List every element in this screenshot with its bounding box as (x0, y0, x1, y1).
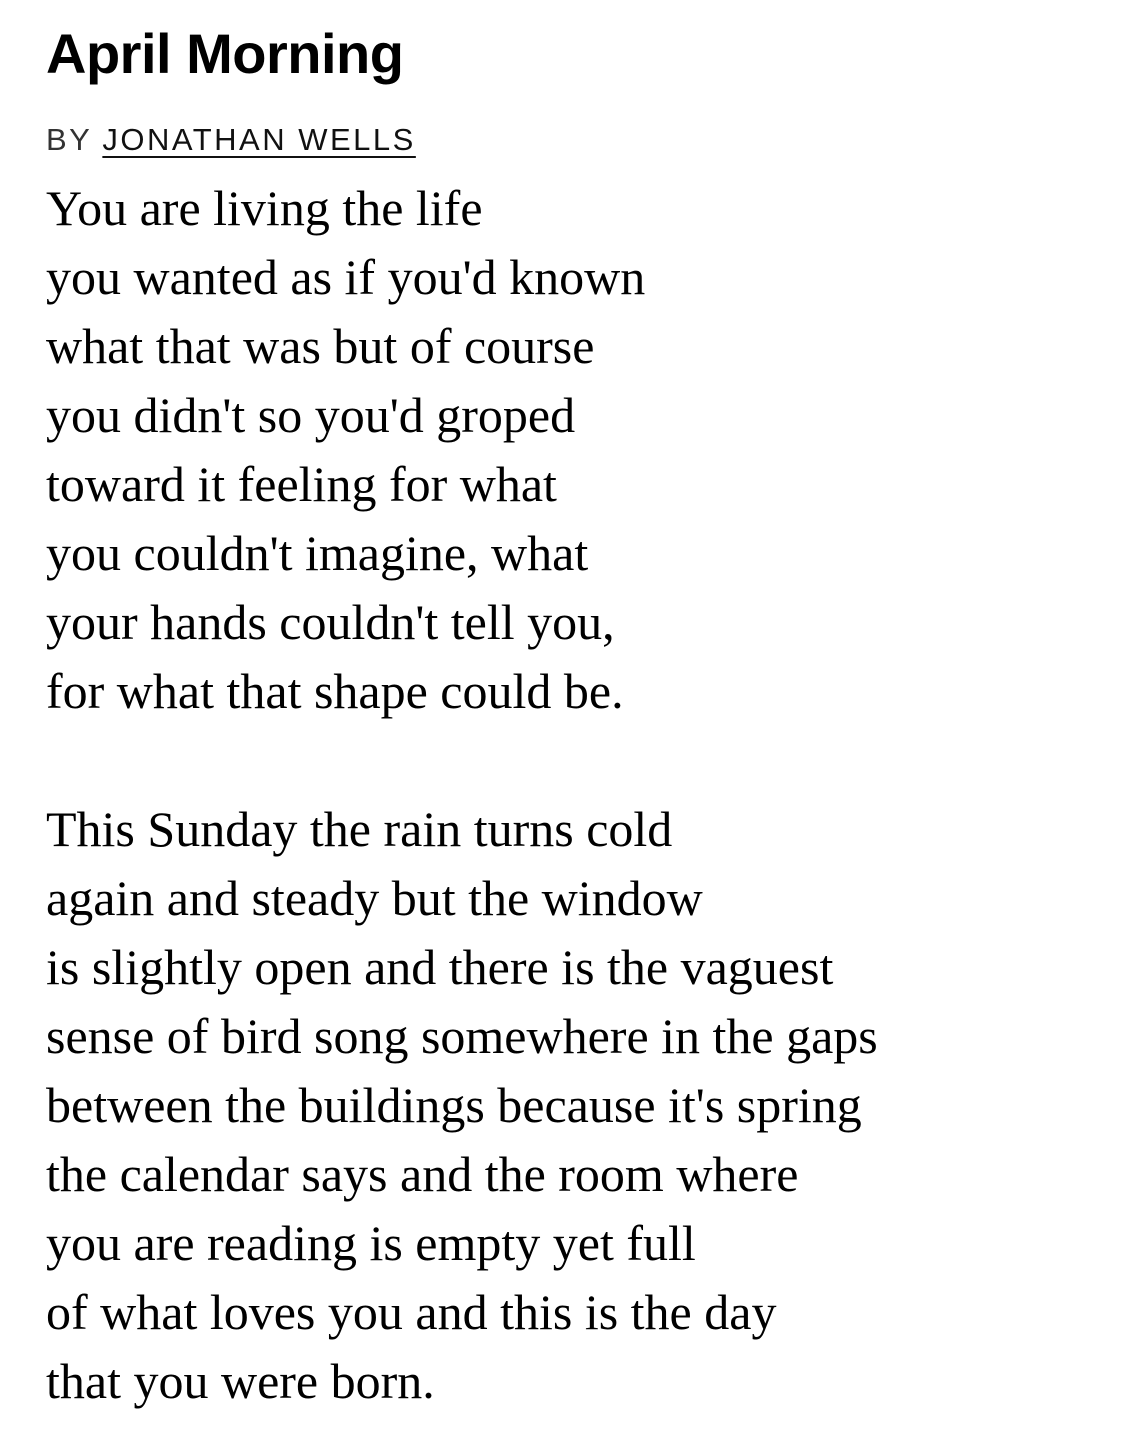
author-link[interactable]: JONATHAN WELLS (102, 122, 416, 157)
poem-line: you wanted as if you'd known (46, 249, 646, 305)
poem-line: you couldn't imagine, what (46, 525, 589, 581)
byline-prefix: BY (46, 122, 93, 157)
poem-line: for what that shape could be. (46, 663, 624, 719)
poem-line: toward it feeling for what (46, 456, 557, 512)
poem-line: again and steady but the window (46, 870, 703, 926)
poem-body (46, 174, 1106, 1416)
poem-line: You are living the life (46, 180, 483, 236)
poem-line: This Sunday the rain turns cold (46, 801, 673, 857)
poem-line: of what loves you and this is the day (46, 1284, 777, 1340)
poem-line: you are reading is empty yet full (46, 1215, 696, 1271)
poem-line: between the buildings because it's spring (46, 1077, 862, 1133)
poem-line: sense of bird song somewhere in the gaps (46, 1008, 878, 1064)
stanza-2 (46, 795, 1106, 1416)
poem-line: what that was but of course (46, 318, 595, 374)
stanza-1 (46, 174, 1106, 726)
poem-line: you didn't so you'd groped (46, 387, 576, 443)
poem-line: that you were born. (46, 1353, 435, 1409)
poem-page (46, 18, 1106, 1416)
poem-line: your hands couldn't tell you, (46, 594, 615, 650)
poem-line: the calendar says and the room where (46, 1146, 799, 1202)
poem-line: is slightly open and there is the vaguest (46, 939, 834, 995)
poem-title: April Morning (46, 22, 404, 85)
byline (46, 120, 1106, 160)
